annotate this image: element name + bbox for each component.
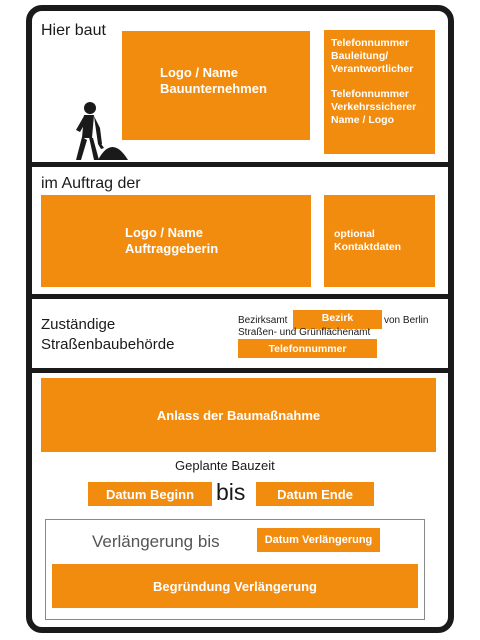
start-date-box [88,482,212,506]
client-logo-box [41,195,311,287]
divider-2 [28,294,452,299]
extension-reason-text: Begründung Verlängerung [153,578,317,594]
builder-contact-box [324,30,435,154]
start-date-text: Datum Beginn [105,486,195,502]
end-date-box [256,482,374,506]
extension-label: Verlängerung bis [92,532,220,551]
client-contact-text: optional Kontaktdaten [334,228,402,253]
builder-heading: Hier baut [41,22,106,39]
extension-date-box [257,528,380,552]
end-date-text: Datum Ende [277,486,353,502]
construction-worker-icon [54,100,130,164]
authority-suffix: von Berlin [384,315,429,326]
authority-phone-box [238,339,377,358]
until-label: bis [216,479,246,505]
reason-text: Anlass der Baumaßnahme [156,407,321,423]
builder-logo-box [122,31,310,140]
client-heading: im Auftrag der [41,175,141,192]
extension-reason-box [52,564,418,608]
client-contact-box [324,195,435,287]
client-logo-text: Logo / Name Auftraggeberin [125,225,219,256]
builder-contact-text: Telefonnummer Bauleitung/ Verantwortlicher Telefonnummer Verkehrssicherer Name / Logo [331,37,417,126]
divider-3 [28,368,452,373]
authority-prefix: Bezirksamt [238,315,288,326]
reason-box [41,378,436,452]
authority-heading: Zuständige Straßenbaubehörde [41,316,175,354]
authority-office: Straßen- und Grünflächenamt [238,327,371,338]
extension-date-text: Datum Verlängerung [264,534,373,546]
district-text: Bezirk [321,312,354,324]
period-label: Geplante Bauzeit [175,458,275,473]
authority-phone-text: Telefonnummer [268,342,347,355]
divider-1 [28,162,452,167]
builder-logo-text: Logo / Name Bauunternehmen [160,64,267,96]
